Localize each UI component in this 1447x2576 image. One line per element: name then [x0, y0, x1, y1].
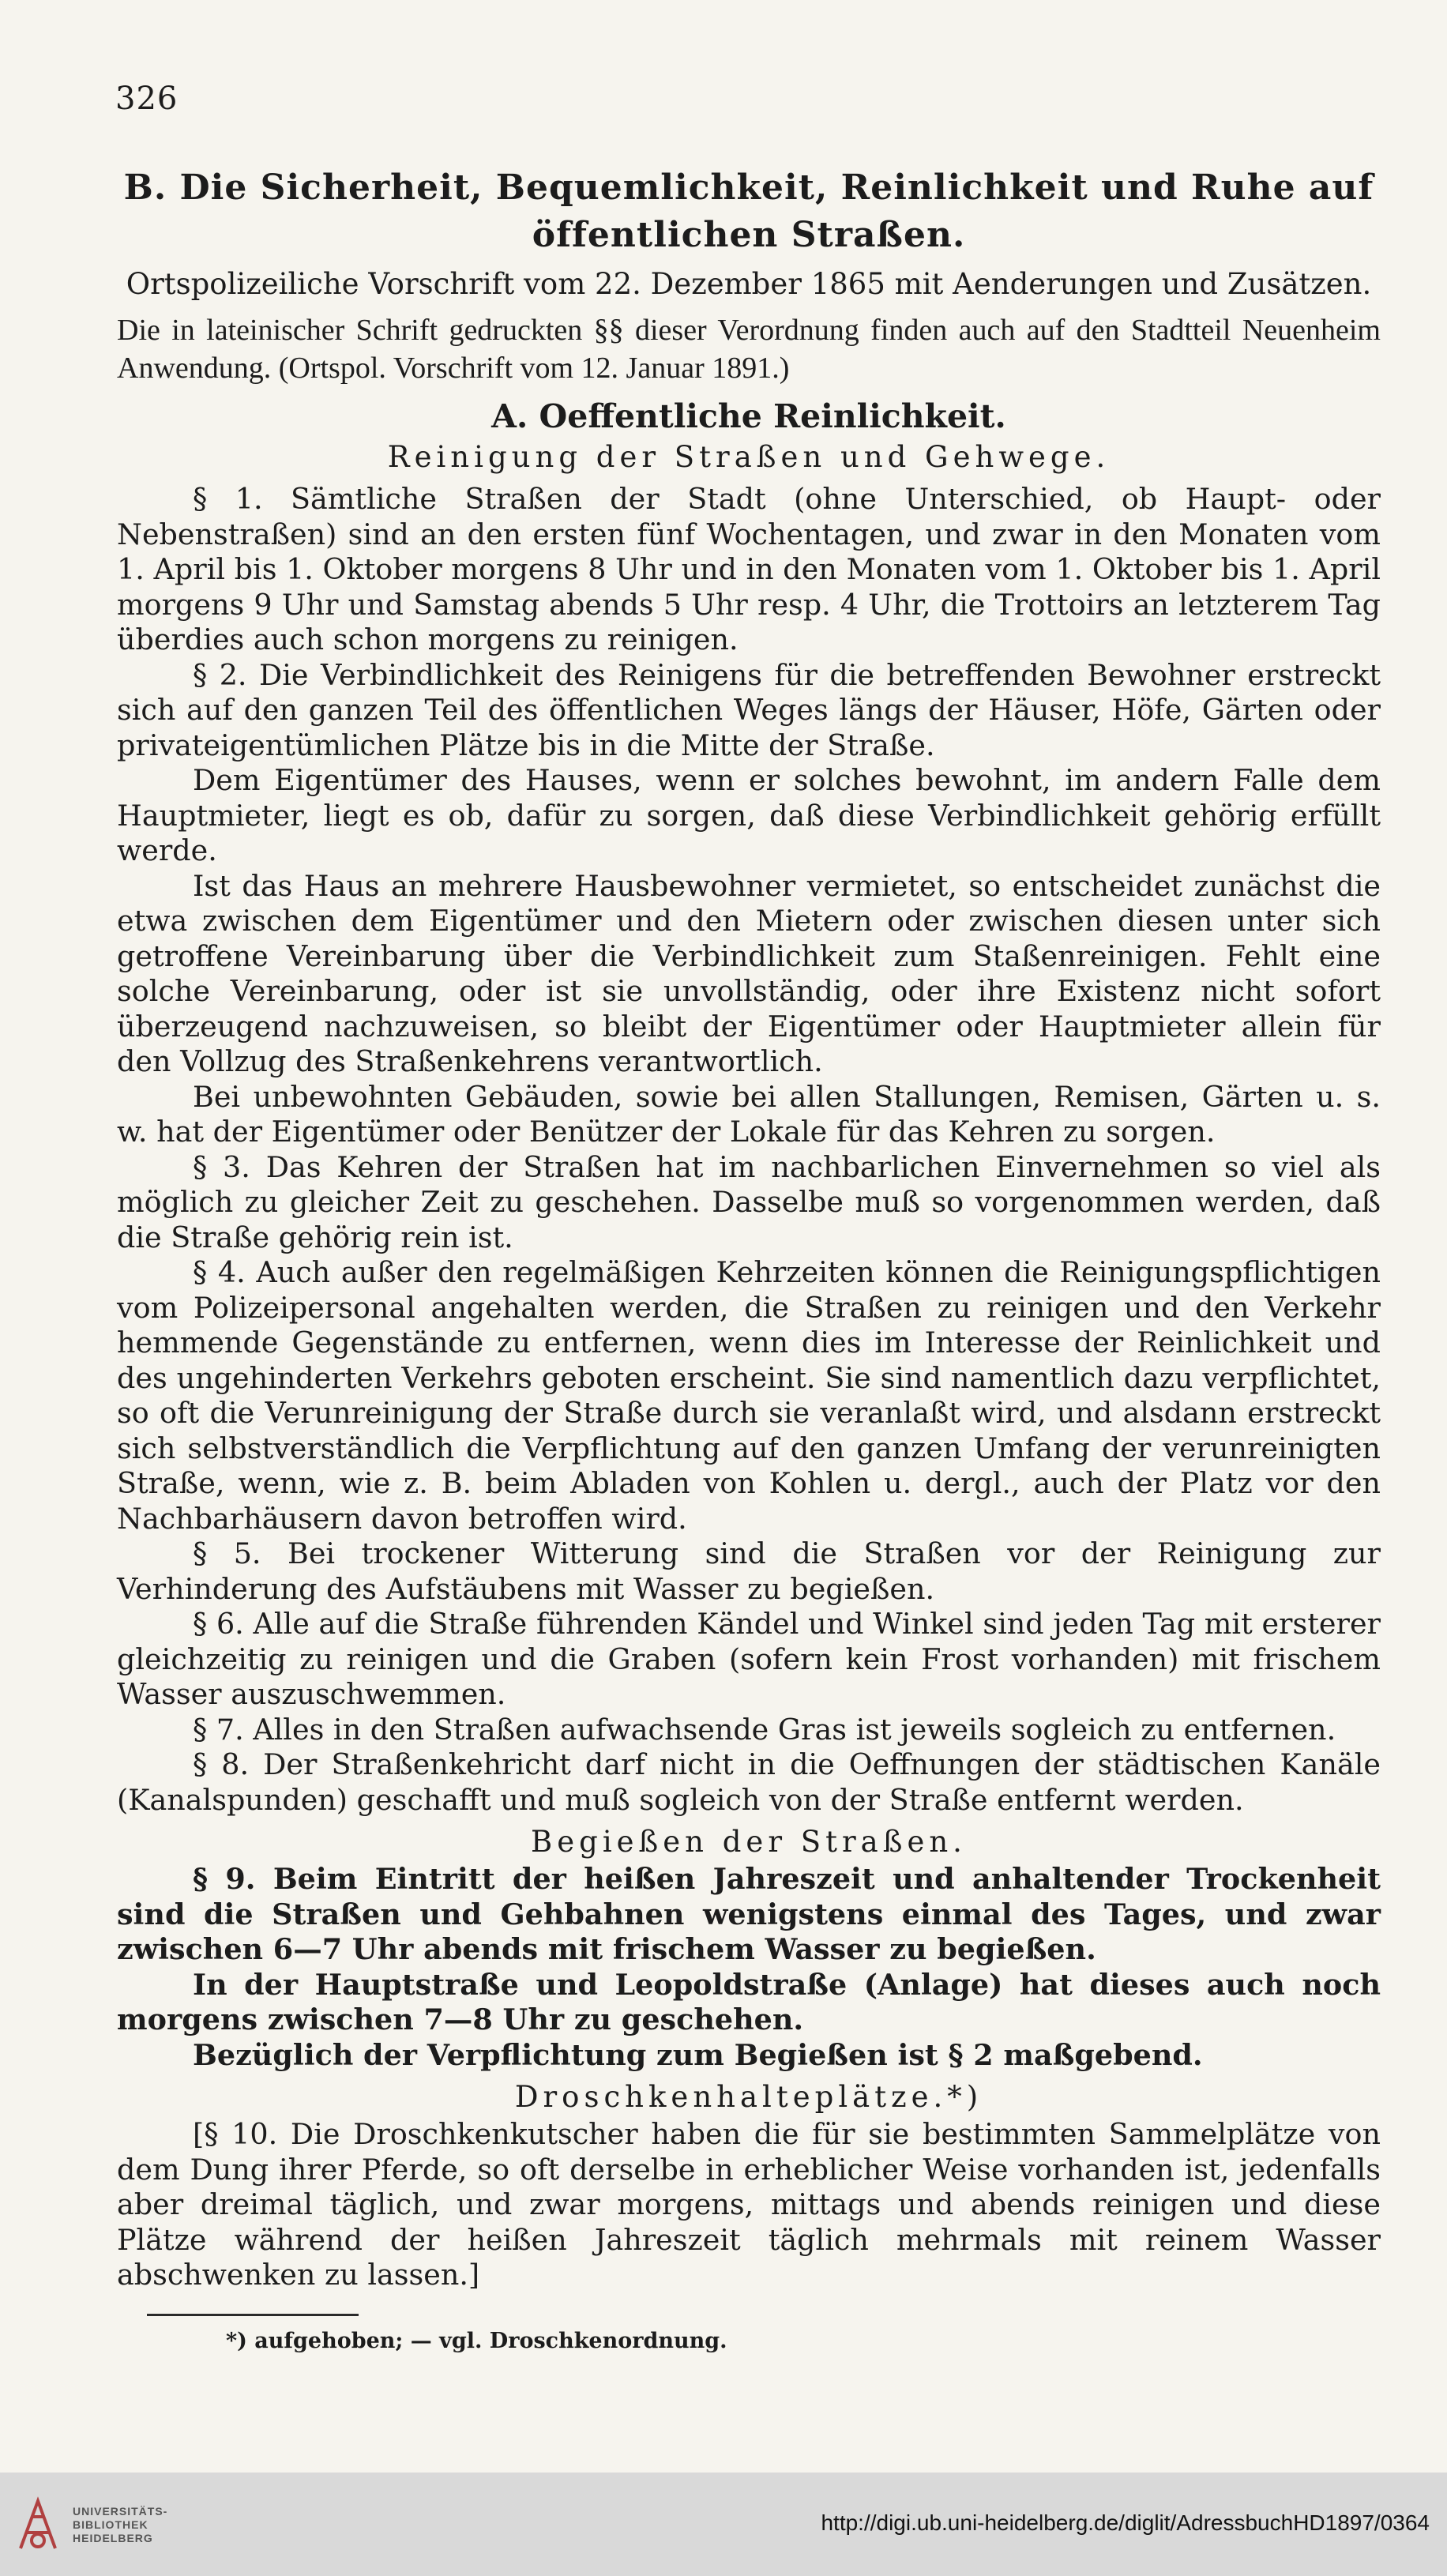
- paragraph: Bezüglich der Verpflichtung zum Begießen ist § 2 maßgebend.: [193, 2037, 1203, 2072]
- paragraph: § 1. Sämtliche Straßen der Stadt (ohne Unterschied, ob Haupt- oder Nebenstraßen) sind an den ersten fünf Wochentagen, und zwar in den Monaten vom 1. April bis 1. Oktober morgens 8 Uhr und in den Monaten vom 1. Oktober bis 1. April morgens 9 Uhr und Samstag abends 5 Uhr resp. 4 Uhr, die Trottoirs an letzterem Tag überdies auch schon morgens zu reinigen.: [117, 482, 1381, 656]
- paragraph: In der Hauptstraße und Leopoldstraße (Anlage) hat dieses auch noch morgens zwischen 7—8 Uhr zu geschehen.: [117, 1967, 1381, 2036]
- paragraph: Bei unbewohnten Gebäuden, sowie bei allen Stallungen, Remisen, Gärten u. s. w. hat der Eigentümer oder Benützer der Lokale für das Kehren zu sorgen.: [117, 1079, 1381, 1149]
- section-title-line1: B. Die Sicherheit, Bequemlichkeit, Reinlichkeit und Ruhe auf: [123, 167, 1374, 208]
- library-name-line2: BIBLIOTHEK: [73, 2518, 148, 2531]
- permalink-url[interactable]: http://digi.ub.uni-heidelberg.de/diglit/AdressbuchHD1897/0364: [821, 2510, 1430, 2535]
- paragraph: Dem Eigentümer des Hauses, wenn er solches bewohnt, im andern Falle dem Hauptmieter, liegt es ob, dafür zu sorgen, daß diese Verbindlichkeit gehörig erfüllt werde.: [117, 763, 1381, 867]
- paragraph: § 3. Das Kehren der Straßen hat im nachbarlichen Einvernehmen so viel als möglich zu gleicher Zeit zu geschehen. Dasselbe muß so vorgenommen werden, daß die Straße gehörig rein ist.: [117, 1149, 1381, 1254]
- heading-street-cleaning: Reinigung der Straßen und Gehwege.: [387, 440, 1111, 474]
- library-seal-icon: [14, 2493, 62, 2556]
- library-name: [73, 2505, 167, 2545]
- paragraph: [§ 10. Die Droschkenkutscher haben die für sie bestimmten Sammelplätze von dem Dung ihrer Pferde, so oft derselbe in erheblicher Weise vorhanden ist, jedenfalls aber dreimal täglich, und zwar morgens, mittags und abends reinigen und diese Plätze während der heißen Jahreszeit täglich mehrmals mit reinem Wasser abschwenken zu lassen.]: [117, 2117, 1381, 2292]
- library-logo[interactable]: [14, 2493, 167, 2556]
- paragraph: Ist das Haus an mehrere Hausbewohner vermietet, so entscheidet zunächst die etwa zwischen dem Eigentümer und den Mietern oder zwischen diesen unter sich getroffene Vereinbarung über die Verbindlichkeit zum Staßenreinigen. Fehlt eine solche Vereinbarung, oder ist sie unvollständig, oder ihre Existenz nicht sofort überzeugend nachzuweisen, so bleibt der Eigentümer oder Hauptmieter allein für den Vollzug des Straßenkehrens verantwortlich.: [117, 868, 1381, 1078]
- page-content: [117, 164, 1381, 2357]
- ordinance-subtitle: Ortspolizeiliche Vorschrift vom 22. Dezember 1865 mit Aenderungen und Zusätzen.: [126, 267, 1372, 301]
- paragraph: § 9. Beim Eintritt der heißen Jahreszeit und anhaltender Trockenheit sind die Straßen und Gehbahnen wenigstens einmal des Tages, und zwar zwischen 6—7 Uhr abends mit frischem Wasser zu begießen.: [117, 1862, 1381, 1966]
- heading-cab-stands: Droschkenhalteplätze.*): [514, 2080, 983, 2114]
- paragraph: § 8. Der Straßenkehricht darf nicht in die Oeffnungen der städtischen Kanäle (Kanalspunden) geschafft und muß sogleich von der Straße entfernt werden.: [117, 1747, 1381, 1817]
- library-name-line1: UNIVERSITÄTS-: [73, 2504, 168, 2518]
- paragraph: § 5. Bei trockener Witterung sind die Straßen vor der Reinigung zur Verhinderung des Aufstäubens mit Wasser zu begießen.: [117, 1536, 1381, 1606]
- latin-script-note: Die in lateinischer Schrift gedruckten §§ dieser Verordnung finden auch auf den Stadtteil Neuenheim Anwendung. (Ortspol. Vorschrift vom 12. Januar 1891.): [117, 314, 1381, 385]
- footnote-divider: [147, 2314, 359, 2316]
- paragraph: § 2. Die Verbindlichkeit des Reinigens für die betreffenden Bewohner erstreckt sich auf den ganzen Teil des öffentlichen Weges längs der Häuser, Höfe, Gärten oder privateigentümlichen Plätze bis in die Mitte der Straße.: [117, 657, 1381, 762]
- paragraph: § 6. Alle auf die Straße führenden Kändel und Winkel sind jeden Tag mit ersterer gleichzeitig zu reinigen und die Graben (sofern kein Frost vorhanden) mit frischem Wasser auszuschwemmen.: [117, 1607, 1381, 1711]
- section-title-line2: öffentlichen Straßen.: [532, 215, 966, 255]
- footnote: *) aufgehoben; — vgl. Droschkenordnung.: [226, 2328, 727, 2353]
- paragraph: § 4. Auch außer den regelmäßigen Kehrzeiten können die Reinigungspflichtigen vom Polizeipersonal angehalten werden, die Straßen zu reinigen und den Verkehr hemmende Gegenstände zu entfernen, wenn dies im Interesse der Reinlichkeit und des ungehinderten Verkehrs geboten erscheint. Sie sind namentlich dazu verpflichtet, so oft die Verunreinigung der Straße durch sie veranlaßt wird, und alsdann erstreckt sich selbstverständlich die Verpflichtung auf den ganzen Umfang der verunreinigten Straße, wenn, wie z. B. beim Abladen von Kohlen u. dergl., auch der Platz vor den Nachbarhäusern davon betroffen wird.: [117, 1255, 1381, 1536]
- heading-street-watering: Begießen der Straßen.: [531, 1825, 967, 1859]
- heading-public-cleanliness: A. Oeffentliche Reinlichkeit.: [491, 397, 1006, 435]
- library-name-line3: HEIDELBERG: [73, 2531, 153, 2544]
- paragraph: § 7. Alles in den Straßen aufwachsende Gras ist jeweils sogleich zu entfernen.: [193, 1712, 1336, 1747]
- viewer-footer: [0, 2473, 1447, 2576]
- page-number: 326: [115, 81, 179, 117]
